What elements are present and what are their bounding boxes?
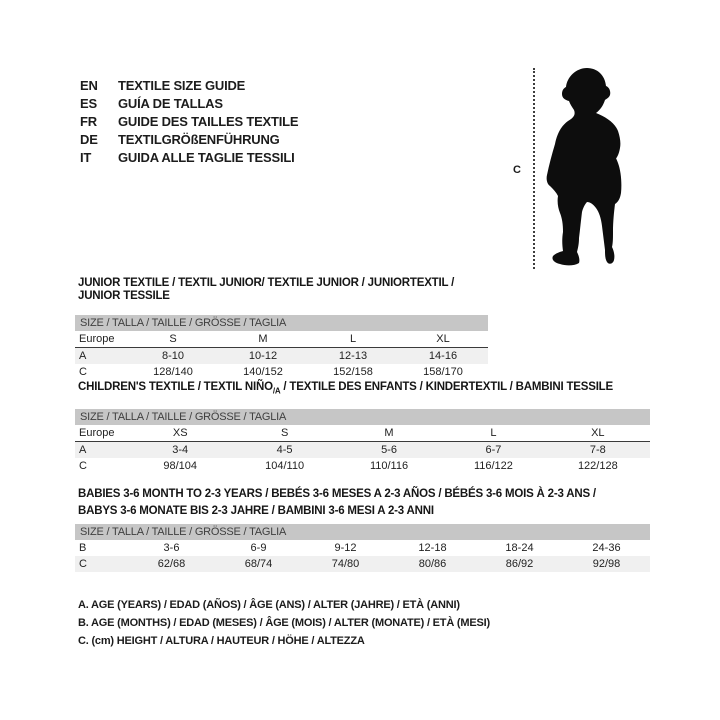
table-title [78,381,650,397]
language-code: IT [80,150,92,165]
table-title-text: CHILDREN'S TEXTILE / TEXTIL NIÑO [78,381,273,393]
junior-size-table [75,315,488,380]
junior-textile-section [75,277,488,380]
language-code: DE [80,132,98,147]
table-cell: 10-12 [248,350,278,362]
language-title: TEXTILGRÖßENFÜHRUNG [118,132,280,147]
size-header-bar: SIZE / TALLA / TAILLE / GRÖSSE / TAGLIA [75,315,488,331]
table-row [75,348,488,364]
language-title: GUÍA DE TALLAS [118,96,223,111]
row-label: Europe [79,333,115,345]
table-cell: 6-7 [485,444,502,457]
table-title-text: BABIES 3-6 MONTH TO 2-3 YEARS / BEBÉS 3-6 MESES A 2-3 AÑOS / BÉBÉS 3-6 MOIS À 2-3 ANS / [78,488,596,500]
table-cell: XL [591,427,605,440]
table-cell: L [490,427,497,440]
table-title-text: /A [272,386,281,396]
table-cell: M [384,427,394,440]
row-label: C [79,558,87,570]
row-label: C [79,366,87,378]
language-code: EN [80,78,98,93]
table-cell: 116/122 [473,460,513,473]
row-label: Europe [79,427,115,440]
table-cell: XL [436,333,450,345]
table-cell: 12-18 [418,542,447,554]
language-title: GUIDA ALLE TAGLIE TESSILI [118,150,295,165]
table-cell: XS [172,427,188,440]
table-cell: 140/152 [243,366,283,378]
table-cell: 9-12 [334,542,357,554]
table-cell: 152/158 [333,366,373,378]
language-row [80,113,298,131]
table-cell: 18-24 [505,542,534,554]
table-cell: 110/116 [369,460,409,473]
table-cell: 24-36 [592,542,621,554]
table-title [78,486,650,520]
table-cell: M [258,333,268,345]
language-title: GUIDE DES TAILLES TEXTILE [118,114,299,129]
babies-size-table [75,524,650,572]
table-row [75,364,488,380]
language-row [80,77,298,95]
row-label: B [79,542,87,554]
children-size-table [75,409,650,474]
table-cell: 14-16 [428,350,458,362]
language-row [80,131,298,149]
table-cell: 3-6 [163,542,180,554]
table-cell: 80/86 [418,558,447,570]
table-cell: 92/98 [592,558,621,570]
table-row [75,442,650,458]
language-row [80,95,298,113]
height-measure-dotted-line [533,68,535,269]
table-cell: 128/140 [153,366,193,378]
table-row [75,540,650,556]
table-cell: 98/104 [163,460,198,473]
table-cell: 12-13 [338,350,368,362]
legend-notes [78,596,490,650]
table-cell: L [349,333,357,345]
table-cell: 158/170 [423,366,463,378]
language-list [80,77,298,167]
table-cell: 7-8 [589,444,606,457]
table-cell: S [280,427,289,440]
table-cell: 104/110 [265,460,305,473]
language-code: FR [80,114,97,129]
size-header-bar: SIZE / TALLA / TAILLE / GRÖSSE / TAGLIA [75,409,650,425]
table-cell: S [169,333,177,345]
size-header-bar: SIZE / TALLA / TAILLE / GRÖSSE / TAGLIA [75,524,650,540]
row-label: A [79,444,87,457]
legend-note: A. AGE (YEARS) / EDAD (AÑOS) / ÂGE (ANS) / ALTER (JAHRE) / ETÀ (ANNI) [78,599,460,611]
table-title-text: BABYS 3-6 MONATE BIS 2-3 JAHRE / BAMBINI 3-6 MESI A 2-3 ANNI [78,505,434,517]
table-title-text: JUNIOR TEXTILE / TEXTIL JUNIOR/ TEXTILE JUNIOR / JUNIORTEXTIL / JUNIOR TESSILE [78,277,455,302]
table-cell: 5-6 [381,444,397,457]
language-title: TEXTILE SIZE GUIDE [118,78,246,93]
table-cell: 74/80 [331,558,360,570]
language-row [80,149,298,167]
table-cell: 3-4 [172,444,189,457]
table-row [75,556,650,572]
language-code: ES [80,96,97,111]
table-cell: 86/92 [505,558,534,570]
legend-note: C. (cm) HEIGHT / ALTURA / HAUTEUR / HÖHE / ALTEZZA [78,635,365,647]
table-cell: 62/68 [157,558,186,570]
legend-note: B. AGE (MONTHS) / EDAD (MESES) / ÂGE (MOIS) / ALTER (MONATE) / ETÀ (MESI) [78,617,490,629]
toddler-silhouette-icon [543,66,625,268]
row-label: C [79,460,87,473]
table-cell: 68/74 [244,558,273,570]
table-cell: 8-10 [161,350,185,362]
table-cell: 4-5 [276,444,293,457]
row-label: A [79,350,87,362]
table-row [75,425,650,442]
table-cell: 122/128 [577,460,618,473]
table-title-text: / TEXTILE DES ENFANTS / KINDERTEXTIL / BAMBINI TESSILE [280,381,613,393]
table-row [75,331,488,348]
babies-textile-section [75,486,650,572]
children-textile-section [75,381,650,474]
table-title [78,277,488,303]
height-measure-label: C [513,164,521,176]
table-row [75,458,650,474]
table-cell: 6-9 [250,542,267,554]
